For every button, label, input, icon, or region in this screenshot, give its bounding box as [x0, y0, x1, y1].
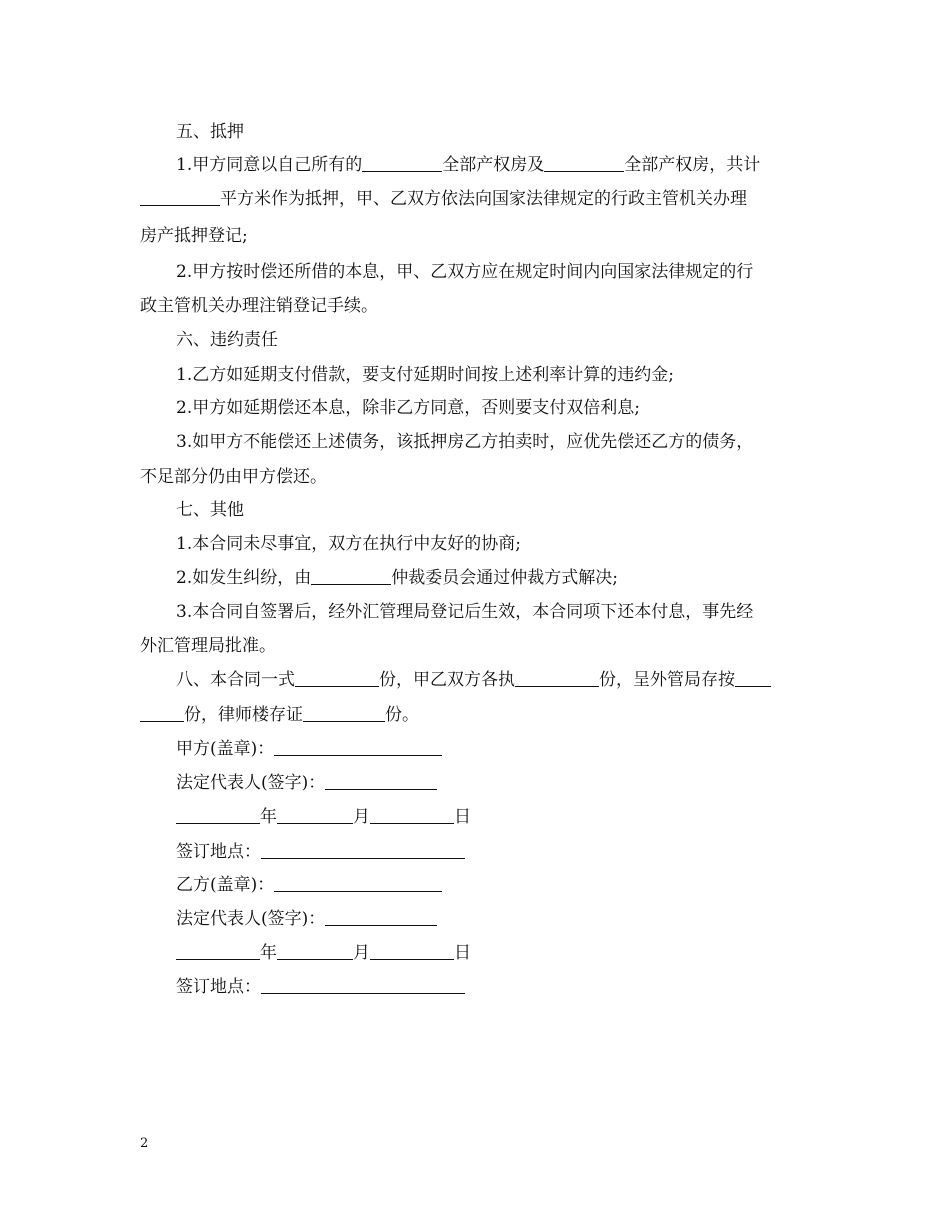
fill-in-blank — [325, 907, 437, 926]
text-line — [176, 907, 437, 931]
text-line — [176, 873, 442, 897]
text-line — [176, 153, 760, 177]
fill-in-blank — [140, 703, 184, 722]
text-segment: 法定代表人(签字)： — [176, 773, 326, 793]
text-segment: 1.乙方如延期支付借款，要支付延期时间按上述利率计算的违约金; — [176, 365, 674, 385]
text-segment: 甲方(盖章)： — [176, 739, 275, 759]
text-line — [176, 260, 753, 284]
text-line — [140, 465, 327, 489]
text-segment: 份，呈外管局存按 — [599, 670, 735, 690]
text-line — [176, 840, 465, 864]
fill-in-blank — [140, 187, 220, 206]
text-line — [140, 187, 747, 211]
text-segment: 法定代表人(签字)： — [176, 909, 326, 929]
text-line — [140, 634, 276, 658]
text-line — [176, 600, 753, 624]
fill-in-blank — [274, 873, 442, 892]
fill-in-blank — [544, 153, 624, 172]
text-segment: 签订地点： — [176, 842, 261, 862]
text-segment: 政主管机关办理注销登记手续。 — [140, 296, 378, 316]
text-line — [176, 120, 244, 144]
text-segment: 房产抵押登记; — [140, 226, 248, 246]
fill-in-blank — [176, 805, 260, 824]
text-segment: 日 — [454, 943, 471, 963]
fill-in-blank — [362, 153, 442, 172]
text-line — [140, 294, 378, 318]
fill-in-blank — [176, 941, 260, 960]
text-segment: 1.甲方同意以自己所有的 — [176, 155, 363, 175]
text-line — [176, 396, 640, 420]
text-segment: 六、违约责任 — [176, 330, 278, 350]
text-line — [140, 224, 248, 248]
fill-in-blank — [370, 941, 454, 960]
fill-in-blank — [261, 975, 465, 994]
text-line — [176, 498, 244, 522]
page-number: 2 — [140, 1136, 149, 1151]
text-segment: 日 — [454, 807, 471, 827]
text-line — [176, 771, 437, 795]
text-segment: 3.本合同自签署后，经外汇管理局登记后生效，本合同项下还本付息，事先经 — [176, 602, 754, 622]
text-segment: 平方米作为抵押，甲、乙双方依法向国家法律规定的行政主管机关办理 — [220, 189, 747, 209]
text-line — [176, 668, 771, 692]
text-segment: 年 — [260, 807, 277, 827]
fill-in-blank — [303, 703, 385, 722]
text-segment: 份，甲乙双方各执 — [379, 670, 515, 690]
text-segment: 五、抵押 — [176, 122, 244, 142]
text-segment: 份。 — [385, 705, 419, 725]
text-segment: 年 — [260, 943, 277, 963]
text-line — [176, 430, 753, 454]
text-line — [176, 737, 442, 761]
fill-in-blank — [515, 668, 599, 687]
text-line — [176, 328, 278, 352]
fill-in-blank — [295, 668, 379, 687]
text-line — [176, 975, 465, 999]
text-line — [176, 566, 618, 590]
text-segment: 外汇管理局批准。 — [140, 636, 276, 656]
text-segment: 七、其他 — [176, 500, 244, 520]
fill-in-blank — [311, 566, 391, 585]
fill-in-blank — [261, 840, 465, 859]
text-segment: 全部产权房及 — [442, 155, 545, 175]
text-segment: 签订地点： — [176, 977, 261, 997]
text-segment: 2.如发生纠纷，由 — [176, 568, 312, 588]
fill-in-blank — [274, 737, 442, 756]
text-segment: 月 — [353, 943, 370, 963]
text-segment: 乙方(盖章)： — [176, 875, 275, 895]
text-line — [176, 805, 471, 829]
fill-in-blank — [277, 941, 353, 960]
text-segment: 月 — [353, 807, 370, 827]
text-segment: 2.甲方如延期偿还本息，除非乙方同意，否则要支付双倍利息; — [176, 398, 640, 418]
fill-in-blank — [277, 805, 353, 824]
text-line — [140, 703, 419, 727]
text-segment: 八、本合同一式 — [176, 670, 295, 690]
fill-in-blank — [370, 805, 454, 824]
fill-in-blank — [735, 668, 771, 687]
text-segment: 全部产权房，共计 — [624, 155, 761, 175]
text-line — [176, 941, 471, 965]
text-segment: 不足部分仍由甲方偿还。 — [140, 467, 327, 487]
text-line — [176, 363, 674, 387]
text-line — [176, 532, 521, 556]
fill-in-blank — [325, 771, 437, 790]
text-segment: 份，律师楼存证 — [184, 705, 303, 725]
text-segment: 3.如甲方不能偿还上述债务，该抵押房乙方拍卖时，应优先偿还乙方的债务， — [176, 432, 754, 452]
text-segment: 1.本合同未尽事宜，双方在执行中友好的协商; — [176, 534, 521, 554]
text-segment: 2.甲方按时偿还所借的本息，甲、乙双方应在规定时间内向国家法律规定的行 — [176, 262, 754, 282]
text-segment: 仲裁委员会通过仲裁方式解决; — [391, 568, 618, 588]
